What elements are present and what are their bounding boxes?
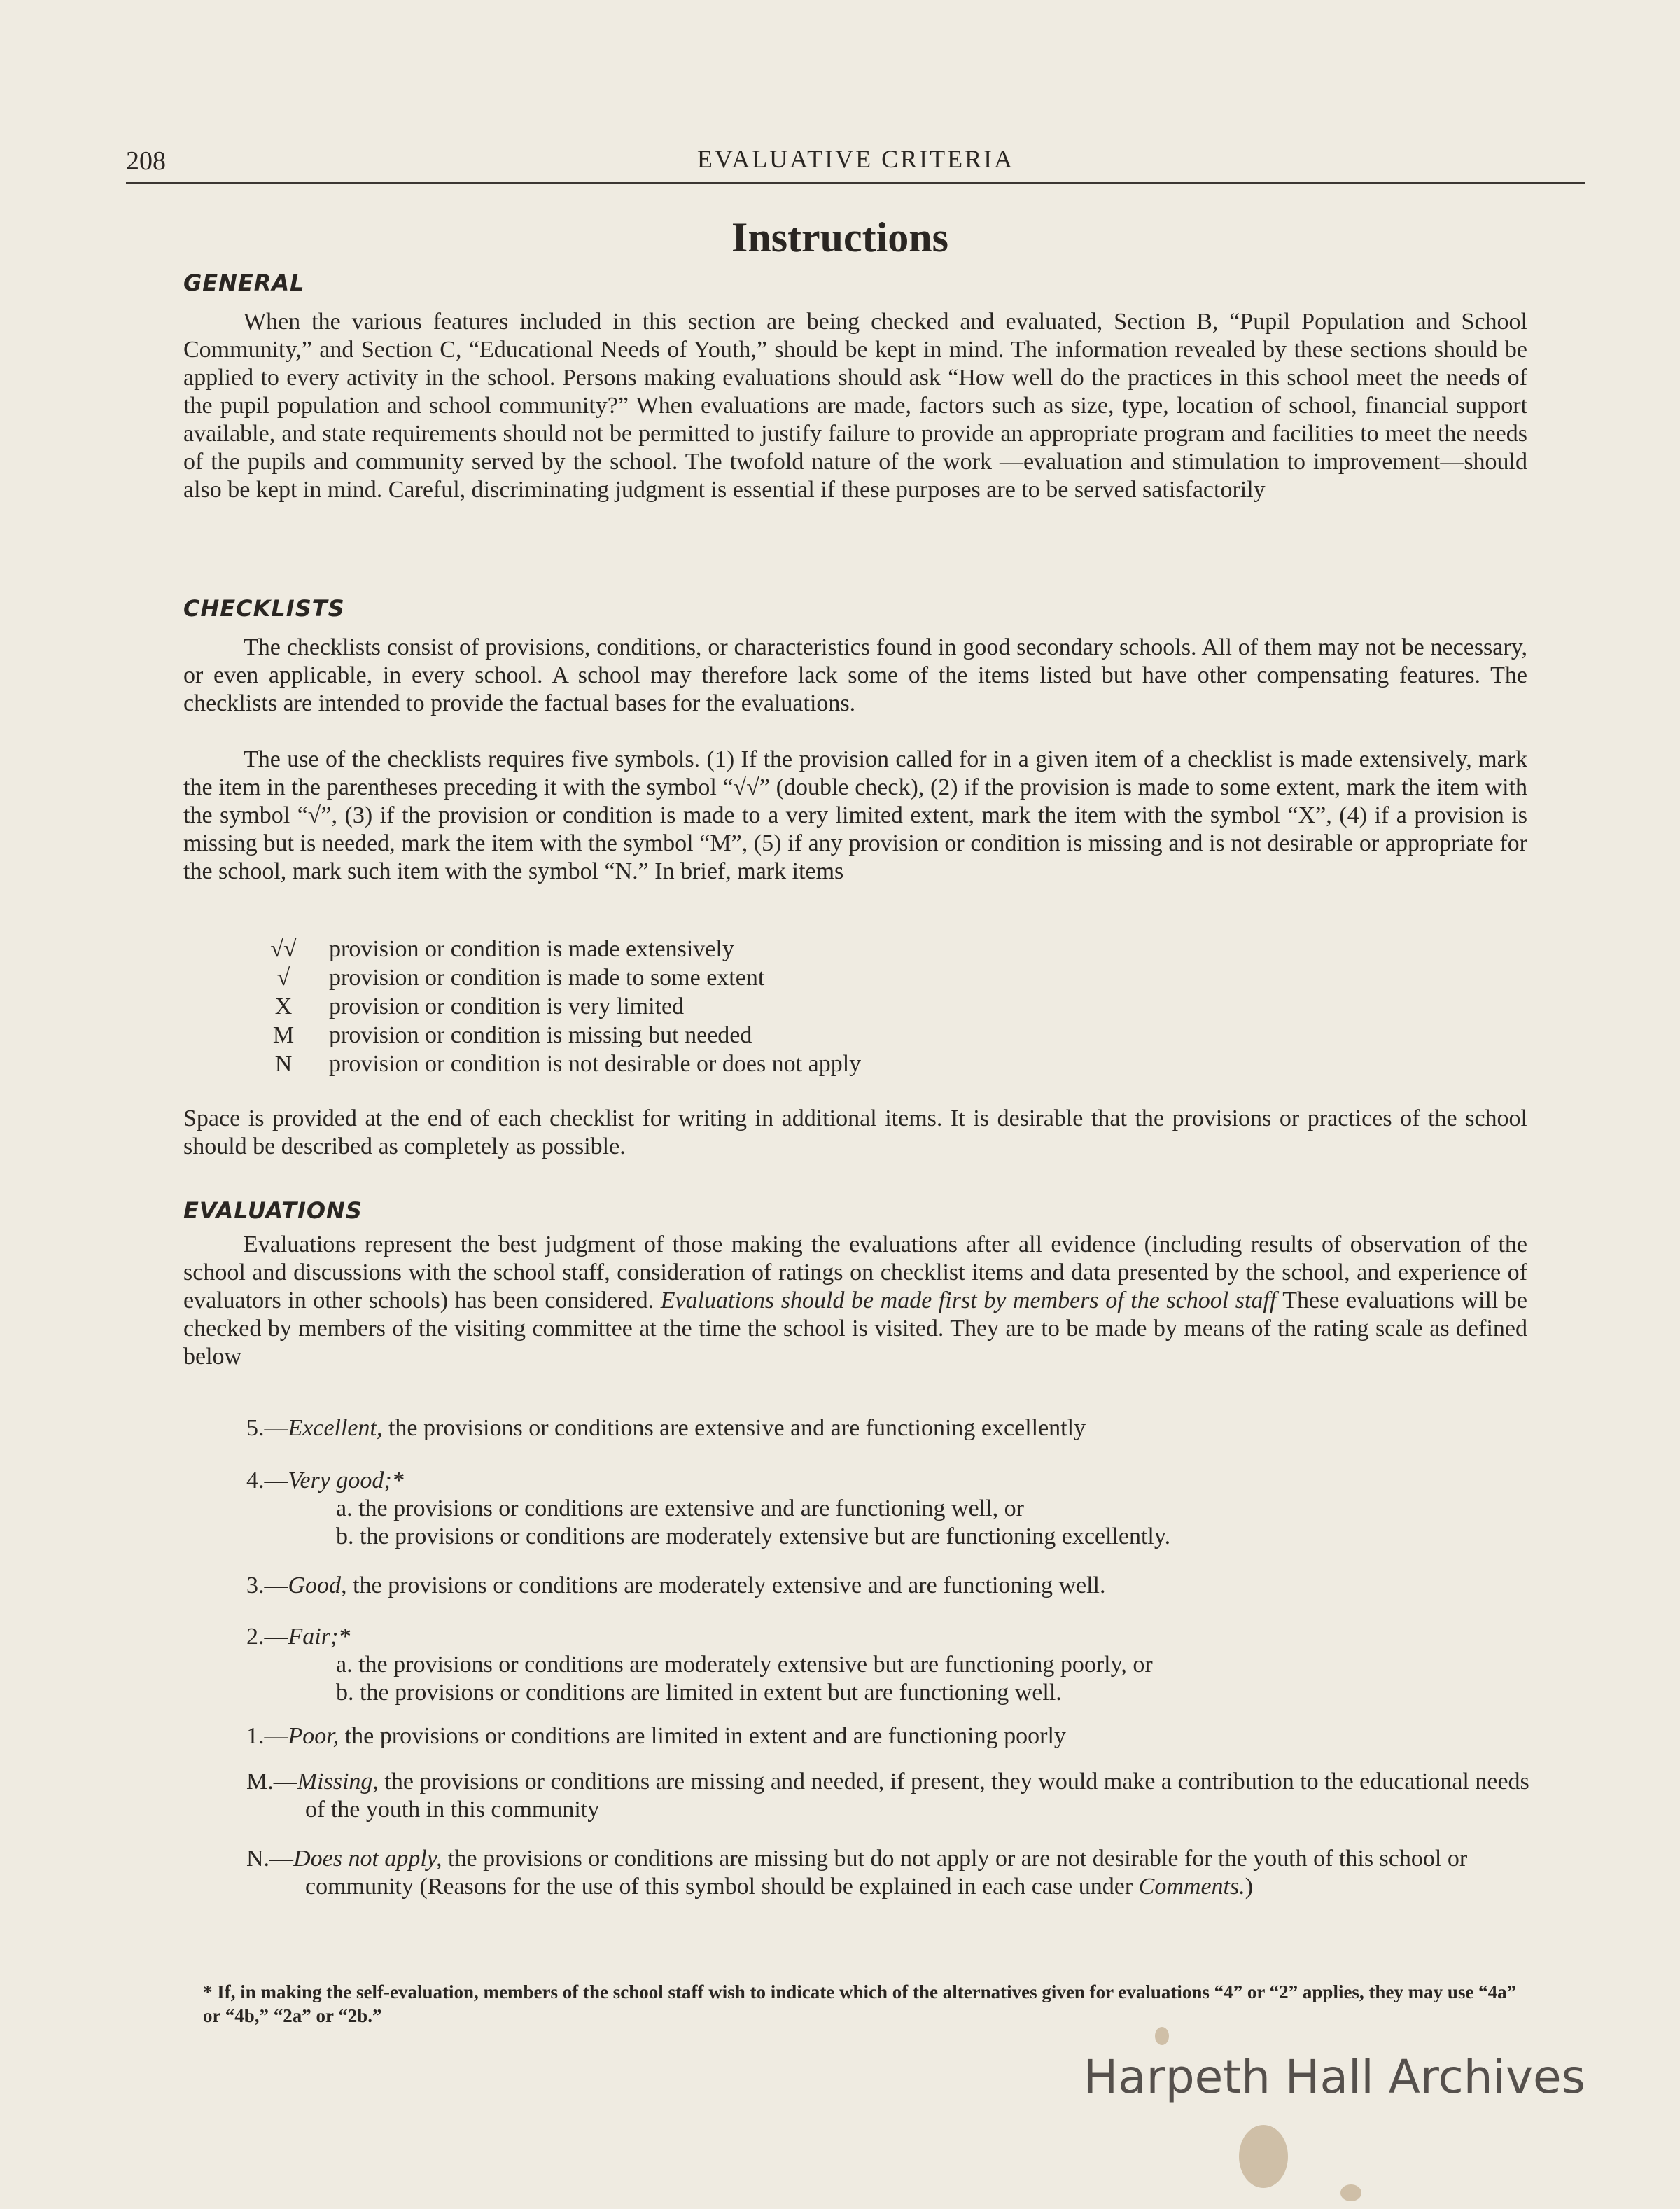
rating-2 <box>246 1623 1534 1707</box>
symbol-row <box>238 1050 861 1078</box>
closing-paren: ) <box>1245 1874 1254 1900</box>
rating-code: 4.— <box>246 1468 288 1493</box>
symbol-m: M <box>272 1022 295 1048</box>
general-text: When the various features included in this section are being checked and evaluated, Section B, “Pupil Population and School Community,” and Section C, “Educational Needs of Youth,” should be kept in mind. The information revealed by these sections should be applied to every activity in the school. Persons making evaluations should ask “How well do the practices in this school meet the needs of the pupil population and school community?” When evaluations are made, factors such as size, type, location of school, financial support available, and state requirements should not be permitted to justify failure to provide an appropriate program and facilities to meet the needs of the pupils and community served by the school. The twofold nature of the work —evaluation and stimulation to improvement—should also be kept in mind. Careful, discriminating judgment is essential if these purposes are to be served satisfactorily <box>183 309 1527 503</box>
rating-code: 3.— <box>246 1573 288 1598</box>
checklists-paragraph-2 <box>183 746 1527 886</box>
rating-3 <box>246 1572 1534 1600</box>
paper-stain <box>1340 2184 1362 2201</box>
evaluations-text-italic: Evaluations should be made first by members of the school staff <box>660 1288 1277 1313</box>
rating-code: 1.— <box>246 1723 288 1749</box>
rating-code: 5.— <box>246 1415 288 1441</box>
page-number: 208 <box>126 146 166 176</box>
rating-label: Poor, <box>288 1723 340 1749</box>
general-paragraph <box>183 308 1527 504</box>
symbol-row <box>238 935 861 963</box>
symbol-row <box>238 1021 861 1050</box>
symbol-meaning: provision or condition is missing but needed <box>329 1022 752 1048</box>
rating-code: M.— <box>246 1769 298 1795</box>
checklists-paragraph-1 <box>183 634 1527 718</box>
evaluations-paragraph <box>183 1231 1527 1371</box>
page-header <box>126 140 1586 184</box>
checklists-text-2: The use of the checklists requires five symbols. (1) If the provision called for in a given item of a checklist is made extensively, mark the item in the parentheses preceding it with the symbol “√√” (double check), (2) if the provision is made to some extent, mark the item with the symbol “√”, (3) if the provision or condition is made to a very limited extent, mark the item with the symbol “X”, (4) if a provision is missing but is needed, mark the item with the symbol “M”, (5) if any provision or condition is missing and is not desirable or appropriate for the school, mark such item with the symbol “N.” In brief, mark items <box>183 746 1527 884</box>
rating-2a: a. the provisions or conditions are moderately extensive but are functioning poorly, or <box>336 1652 1153 1678</box>
rating-code: N.— <box>246 1846 294 1872</box>
checklists-text-1: The checklists consist of provisions, conditions, or characteristics found in good secondary schools. All of them may not be necessary, or even applicable, in every school. A school may therefore lack some of the items listed but have other compensating features. The checklists are intended to provide the factual bases for the evaluations. <box>183 634 1527 716</box>
rating-text: the provisions or conditions are moderately extensive and are functioning well. <box>353 1573 1106 1598</box>
evaluations-text-end: These evaluations will be checked by members of the visiting committee at the time the school is visited. They are to be made by means of the rating scale as defined below <box>183 1288 1528 1370</box>
symbol-check: √ <box>276 965 290 991</box>
symbol-double-check: √√ <box>270 936 297 962</box>
rating-label: Does not apply, <box>293 1846 442 1872</box>
footnote: * If, in making the self-evaluation, members of the school staff wish to indicate which of the alternatives given for evaluations “4” or “2” applies, they may use “4a” or “4b,” “2a” or “2b.” <box>203 1981 1517 2026</box>
symbol-legend <box>238 935 861 1078</box>
rating-missing <box>246 1768 1534 1824</box>
paper-stain <box>1239 2125 1288 2188</box>
rating-not-apply <box>246 1845 1534 1901</box>
rating-4a: a. the provisions or conditions are extensive and are functioning well, or <box>336 1496 1024 1521</box>
symbol-meaning: provision or condition is very limited <box>329 994 685 1019</box>
rating-5 <box>246 1414 1534 1442</box>
rating-code: 2.— <box>246 1624 288 1650</box>
rating-2b: b. the provisions or conditions are limited in extent but are functioning well. <box>336 1680 1062 1706</box>
checklists-heading: CHECKLISTS <box>183 595 345 622</box>
running-title: EVALUATIVE CRITERIA <box>696 145 1015 173</box>
symbol-n: N <box>274 1051 293 1077</box>
symbol-row <box>238 992 861 1021</box>
general-heading: GENERAL <box>183 270 305 296</box>
rating-label: Missing, <box>297 1769 379 1795</box>
rating-4 <box>246 1467 1534 1551</box>
rating-text: the provisions or conditions are limited in extent and are functioning poorly <box>344 1723 1066 1749</box>
evaluations-text-start: Evaluations represent the best judgment of those making the evaluations after all evidence (including results of observation of the school and discussions with the school staff, consideration of ratings on checklist items and data presented by the school, and experience of evaluators in other schools) has been considered. <box>183 1232 1527 1313</box>
rating-4b: b. the provisions or conditions are moderately extensive but are functioning excellently. <box>336 1524 1171 1549</box>
rating-label: Very good;* <box>288 1468 404 1493</box>
rating-label: Good, <box>288 1573 347 1598</box>
archive-watermark: Harpeth Hall Archives <box>1083 2050 1586 2104</box>
rating-1 <box>246 1722 1534 1750</box>
symbol-x: X <box>274 994 293 1019</box>
checklists-paragraph-3: Space is provided at the end of each checklist for writing in additional items. It is desirable that the provisions or practices of the school should be described as completely as possible. <box>183 1106 1527 1159</box>
rating-text: the provisions or conditions are missing and needed, if present, they would make a contribution to the educational needs of the youth in this community <box>305 1769 1530 1823</box>
rating-text: the provisions or conditions are extensive and are functioning excellently <box>388 1415 1086 1441</box>
page-title: Instructions <box>731 214 949 260</box>
symbol-meaning: provision or condition is made to some extent <box>329 965 765 991</box>
rating-label: Fair;* <box>288 1624 351 1650</box>
symbol-meaning: provision or condition is made extensively <box>329 936 734 962</box>
comments-reference: Comments. <box>1138 1874 1245 1900</box>
evaluations-heading: EVALUATIONS <box>183 1197 363 1224</box>
symbol-meaning: provision or condition is not desirable or does not apply <box>329 1051 862 1077</box>
paper-stain <box>1155 2027 1169 2045</box>
rating-label: Excellent, <box>288 1415 383 1441</box>
symbol-row <box>238 963 861 992</box>
rating-text: the provisions or conditions are missing but do not apply or are not desirable for the youth of this school or community (Reasons for the use of this symbol should be explained in each case under <box>305 1846 1468 1900</box>
